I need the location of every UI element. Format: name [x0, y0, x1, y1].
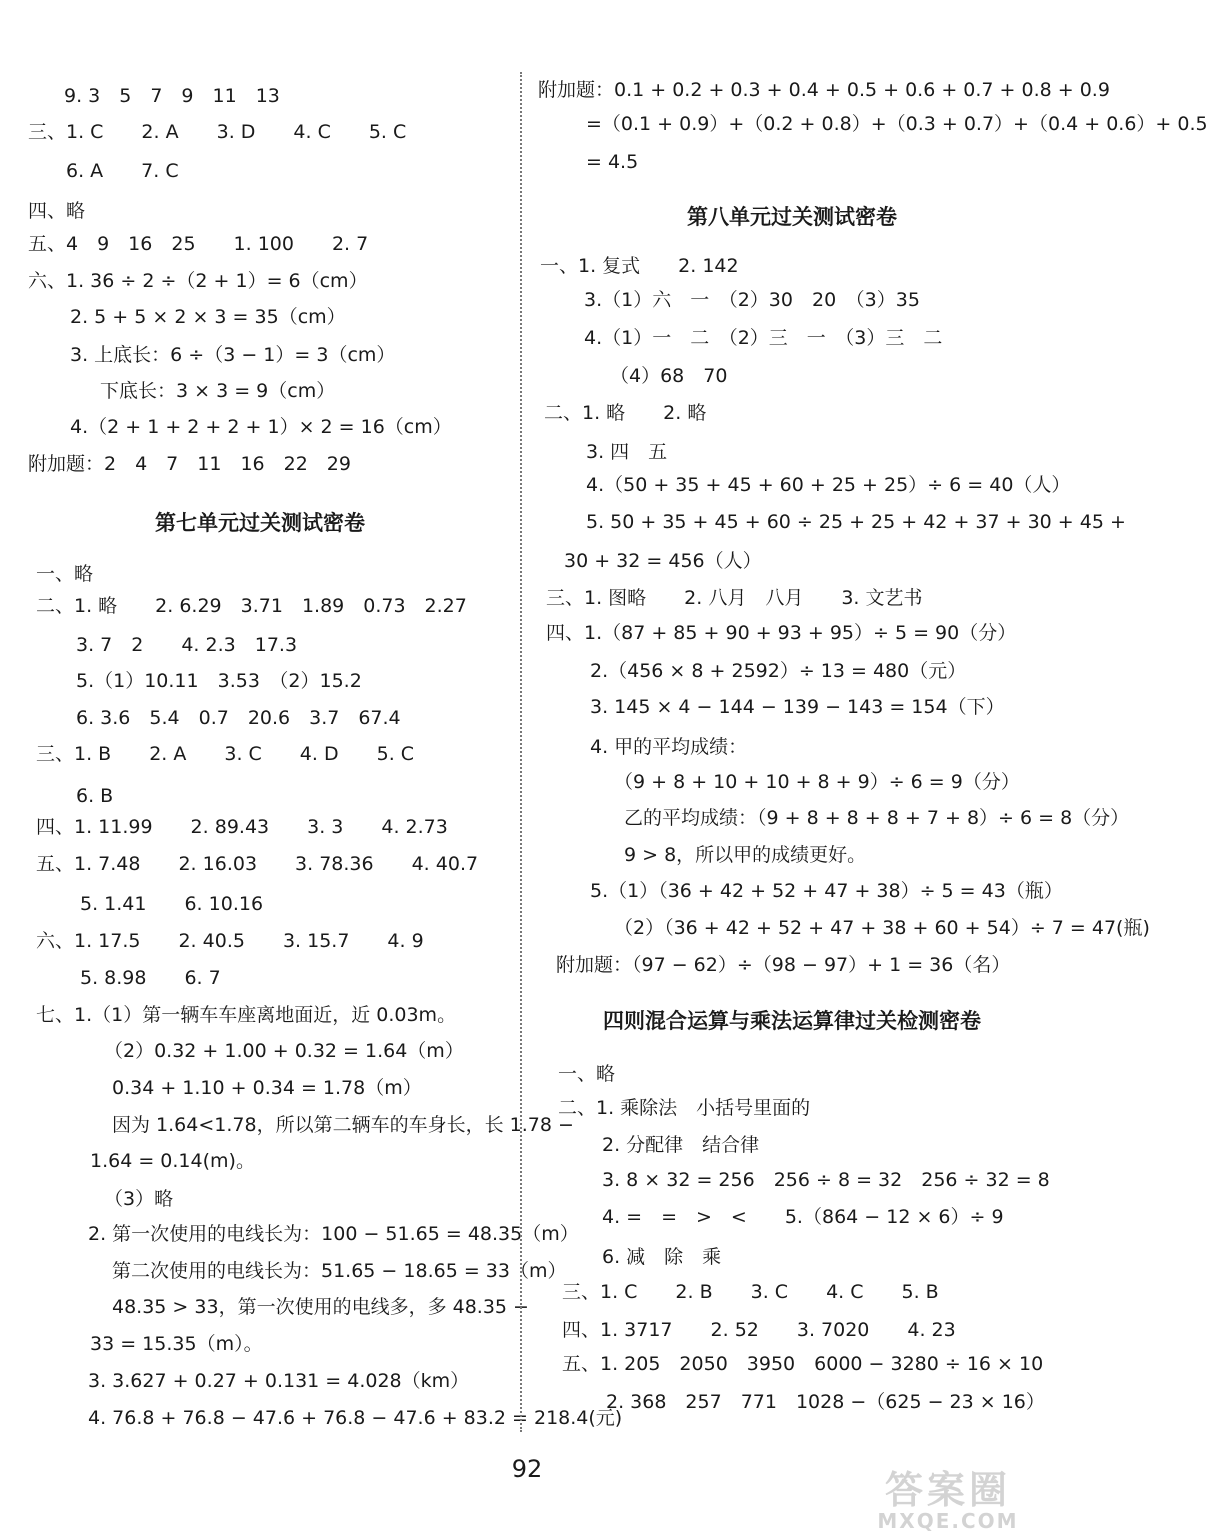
- answer-line: 一、略: [558, 1063, 616, 1085]
- answer-line: 3. 上底长：6 ÷（3 − 1）= 3（cm）: [70, 344, 396, 366]
- answer-line: =（0.1 + 0.9）+（0.2 + 0.8）+（0.3 + 0.7）+（0.4 + 0.6）+ 0.5: [586, 113, 1208, 135]
- answer-line: 4.（50 + 35 + 45 + 60 + 25 + 25）÷ 6 = 40（人）: [586, 474, 1071, 496]
- answer-line: 附加题：2 4 7 11 16 22 29: [28, 453, 351, 475]
- answer-line: 6. 减 除 乘: [602, 1246, 722, 1268]
- answer-line: 9 > 8，所以甲的成绩更好。: [624, 844, 867, 866]
- answer-line: 30 + 32 = 456（人）: [564, 550, 762, 572]
- answer-line: 5. 50 + 35 + 45 + 60 ÷ 25 + 25 + 42 + 37 + 30 + 45 +: [586, 511, 1126, 533]
- answer-line: （9 + 8 + 10 + 10 + 8 + 9）÷ 6 = 9（分）: [614, 771, 1020, 793]
- answer-line: 5.（1）10.11 3.53 （2）15.2: [76, 670, 362, 692]
- answer-line: 四、1.（87 + 85 + 90 + 93 + 95）÷ 5 = 90（分）: [546, 622, 1017, 644]
- answer-line: 下底长：3 × 3 = 9（cm）: [100, 380, 336, 402]
- answer-line: 2. 第一次使用的电线长为：100 − 51.65 = 48.35（m）: [88, 1223, 579, 1245]
- answer-line: 5. 1.41 6. 10.16: [80, 893, 264, 915]
- answer-line: 六、1. 17.5 2. 40.5 3. 15.7 4. 9: [36, 930, 424, 952]
- answer-line: 附加题：0.1 + 0.2 + 0.3 + 0.4 + 0.5 + 0.6 + 0.7 + 0.8 + 0.9: [538, 79, 1110, 101]
- answer-line: 1.64 = 0.14(m)。: [90, 1150, 255, 1172]
- answer-line: 0.34 + 1.10 + 0.34 = 1.78（m）: [112, 1077, 422, 1099]
- answer-line: 3. 3.627 + 0.27 + 0.131 = 4.028（km）: [88, 1370, 470, 1392]
- watermark-url: MXQE.COM: [877, 1509, 1019, 1533]
- answer-line: 附加题：（97 − 62）÷（98 − 97）+ 1 = 36（名）: [556, 954, 1011, 976]
- answer-line: = 4.5: [586, 151, 639, 173]
- answer-line: 二、1. 略 2. 略: [544, 402, 707, 424]
- answer-line: 3. 8 × 32 = 256 256 ÷ 8 = 32 256 ÷ 32 = 8: [602, 1169, 1050, 1191]
- answer-line: 六、1. 36 ÷ 2 ÷（2 + 1）= 6（cm）: [28, 270, 368, 292]
- section-title-mixed-operations: 四则混合运算与乘法运算律过关检测密卷: [603, 1009, 981, 1033]
- answer-line: 七、1.（1）第一辆车车座离地面近，近 0.03m。: [36, 1004, 457, 1026]
- answer-line: 三、1. C 2. A 3. D 4. C 5. C: [28, 121, 407, 143]
- answer-line: 3. 7 2 4. 2.3 17.3: [76, 634, 298, 656]
- answer-line: 因为 1.64<1.78，所以第二辆车的车身长，长 1.78 −: [112, 1114, 574, 1136]
- answer-line: 6. A 7. C: [66, 160, 179, 182]
- section-title-unit7: 第七单元过关测试密卷: [155, 511, 365, 535]
- answer-line: 4.（1）一 二 （2）三 一 （3）三 二: [584, 327, 943, 349]
- answer-line: 3. 145 × 4 − 144 − 139 − 143 = 154（下）: [590, 696, 1005, 718]
- answer-line: 3. 四 五: [586, 441, 668, 463]
- answer-line: 6. B: [76, 785, 114, 807]
- answer-line: 4. 76.8 + 76.8 − 47.6 + 76.8 − 47.6 + 83.2 = 218.4(元): [88, 1407, 623, 1429]
- answer-line: 6. 3.6 5.4 0.7 20.6 3.7 67.4: [76, 707, 401, 729]
- answer-line: 4.（2 + 1 + 2 + 2 + 1）× 2 = 16（cm）: [70, 416, 452, 438]
- answer-line: 三、1. 图略 2. 八月 八月 3. 文艺书: [546, 587, 923, 609]
- answer-line: 2. 368 257 771 1028 −（625 − 23 × 16）: [606, 1391, 1045, 1413]
- answer-line: 2.（456 × 8 + 2592）÷ 13 = 480（元）: [590, 660, 967, 682]
- answer-line: 9. 3 5 7 9 11 13: [64, 85, 280, 107]
- answer-line: 5. 8.98 6. 7: [80, 967, 221, 989]
- answer-line: 二、1. 略 2. 6.29 3.71 1.89 0.73 2.27: [36, 595, 467, 617]
- answer-line: 4. 甲的平均成绩：: [590, 736, 748, 758]
- answer-line: 5.（1）（36 + 42 + 52 + 47 + 38）÷ 5 = 43（瓶）: [590, 880, 1063, 902]
- answer-line: 48.35 > 33，第一次使用的电线多，多 48.35 −: [112, 1296, 529, 1318]
- answer-line: （2）0.32 + 1.00 + 0.32 = 1.64（m）: [104, 1040, 464, 1062]
- answer-line: 一、1. 复式 2. 142: [540, 255, 739, 277]
- answer-line: 四、1. 3717 2. 52 3. 7020 4. 23: [562, 1319, 956, 1341]
- column-divider: [520, 72, 522, 1432]
- answer-line: （4）68 70: [610, 365, 728, 387]
- answer-line: 四、略: [28, 200, 86, 222]
- answer-line: （3）略: [104, 1188, 174, 1210]
- watermark-logo: [848, 1470, 1048, 1532]
- answer-line: 三、1. B 2. A 3. C 4. D 5. C: [36, 743, 415, 765]
- answer-line: 乙的平均成绩：（9 + 8 + 8 + 8 + 7 + 8）÷ 6 = 8（分）: [624, 807, 1130, 829]
- answer-line: 2. 分配律 结合律: [602, 1134, 760, 1156]
- section-title-unit8: 第八单元过关测试密卷: [687, 205, 897, 229]
- answer-line: 第二次使用的电线长为：51.65 − 18.65 = 33（m）: [112, 1260, 567, 1282]
- answer-line: 二、1. 乘除法 小括号里面的: [558, 1097, 811, 1119]
- watermark-text: 答案圈: [884, 1468, 1011, 1512]
- answer-line: 4. = = > < 5.（864 − 12 × 6）÷ 9: [602, 1206, 1004, 1228]
- answer-line: 五、1. 7.48 2. 16.03 3. 78.36 4. 40.7: [36, 853, 479, 875]
- answer-line: 四、1. 11.99 2. 89.43 3. 3 4. 2.73: [36, 816, 448, 838]
- answer-line: 五、4 9 16 25 1. 100 2. 7: [28, 233, 369, 255]
- answer-line: 三、1. C 2. B 3. C 4. C 5. B: [562, 1281, 939, 1303]
- answer-line: 2. 5 + 5 × 2 × 3 = 35（cm）: [70, 306, 346, 328]
- answer-line: 一、略: [36, 563, 94, 585]
- answer-line: 3.（1）六 一 （2）30 20 （3）35: [584, 289, 920, 311]
- answer-line: 33 = 15.35（m）。: [90, 1333, 263, 1355]
- answer-line: 五、1. 205 2050 3950 6000 − 3280 ÷ 16 × 10: [562, 1353, 1044, 1375]
- answer-line: （2）（36 + 42 + 52 + 47 + 38 + 60 + 54）÷ 7 = 47(瓶): [614, 917, 1150, 939]
- page-number: 92: [511, 1455, 543, 1483]
